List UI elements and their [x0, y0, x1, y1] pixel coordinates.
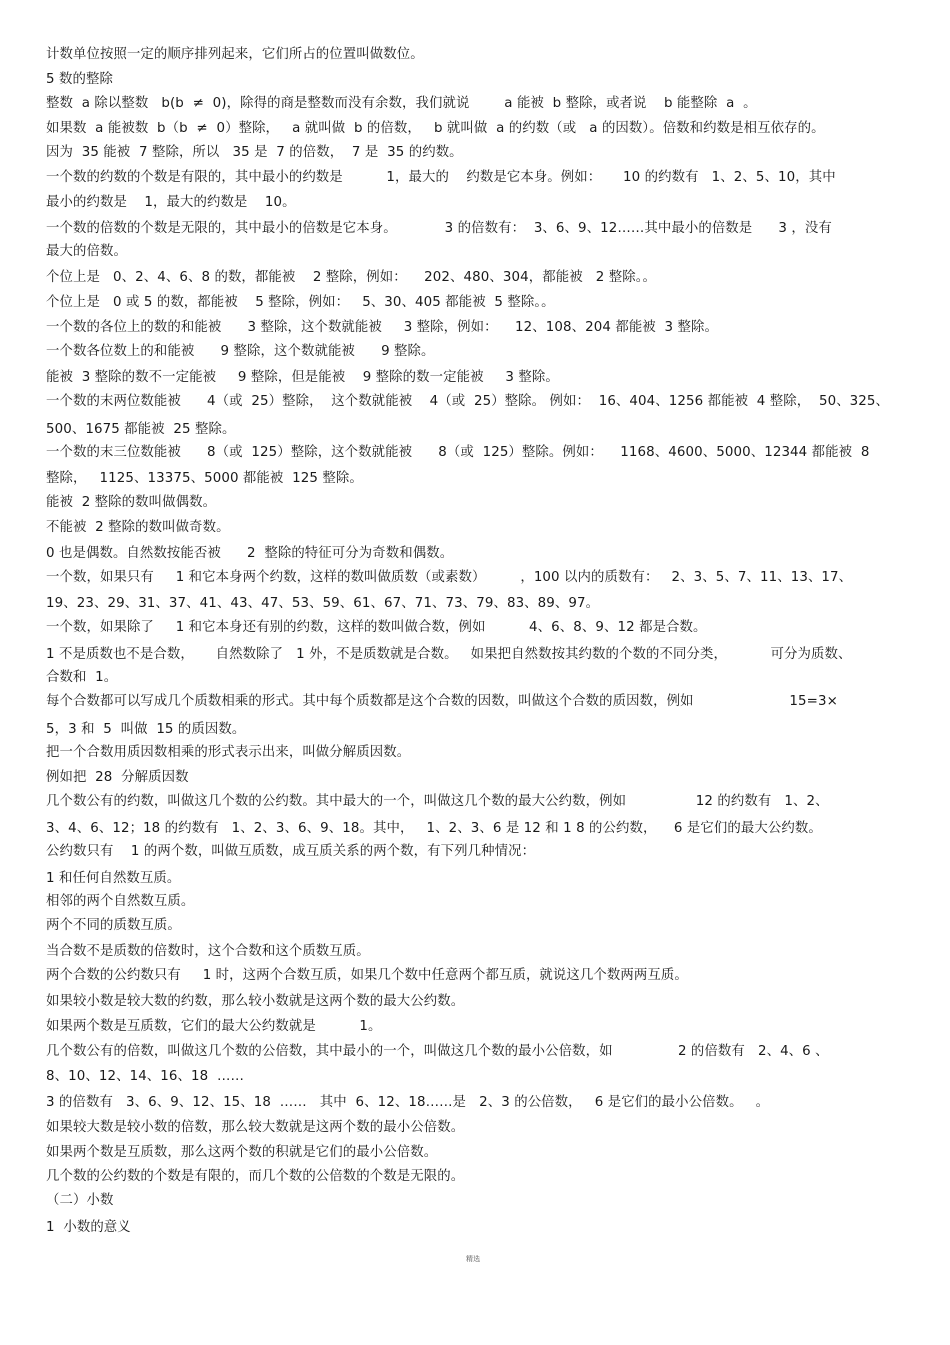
text-line: 两个合数的公约数只有 1 时，这两个合数互质，如果几个数中任意两个都互质，就说这几个数两两互质。	[46, 968, 688, 983]
page-footer: 精选	[466, 1255, 481, 1263]
text-line: 如果较大数是较小数的倍数，那么较大数就是这两个数的最小公倍数。	[46, 1120, 465, 1135]
text-line: 计数单位按照一定的顺序排列起来，它们所占的位置叫做数位。	[46, 47, 424, 62]
text-line: 一个数，如果只有 1 和它本身两个约数，这样的数叫做质数（或素数） ，100 以内的质数有： 2、3、5、7、11、13、17、	[46, 570, 853, 585]
text-line: 一个数各位数上的和能被 9 整除，这个数就能被 9 整除。	[46, 344, 435, 359]
text-line: 1 小数的意义	[46, 1220, 131, 1235]
text-line: 一个数的约数的个数是有限的，其中最小的约数是 1，最大的 约数是它本身。例如： 10 的约数有 1、2、5、10，其中	[46, 170, 836, 185]
text-line: 整数 a 除以整数 b(b ≠ 0)，除得的商是整数而没有余数，我们就说 a 能被 b 整除，或者说 b 能整除 a 。	[46, 96, 757, 111]
text-line: 0 也是偶数。自然数按能否被 2 整除的特征可分为奇数和偶数。	[46, 546, 454, 561]
text-line: （二）小数	[46, 1193, 114, 1208]
text-line: 一个数，如果除了 1 和它本身还有别的约数，这样的数叫做合数，例如 4、6、8、9、12 都是合数。	[46, 620, 707, 635]
text-line: 相邻的两个自然数互质。	[46, 894, 195, 909]
text-line: 公约数只有 1 的两个数，叫做互质数，成互质关系的两个数，有下列几种情况：	[46, 844, 536, 859]
text-line: 如果两个数是互质数，那么这两个数的积就是它们的最小公倍数。	[46, 1145, 438, 1160]
text-line: 19、23、29、31、37、41、43、47、53、59、61、67、71、73、79、83、89、97。	[46, 596, 600, 611]
text-line: 两个不同的质数互质。	[46, 918, 181, 933]
text-line: 能被 2 整除的数叫做偶数。	[46, 495, 217, 510]
text-line: 5，3 和 5 叫做 15 的质因数。	[46, 722, 246, 737]
text-line: 当合数不是质数的倍数时，这个合数和这个质数互质。	[46, 944, 370, 959]
text-line: 每个合数都可以写成几个质数相乘的形式。其中每个质数都是这个合数的因数，叫做这个合数的质因数，例如 15=3×	[46, 694, 838, 709]
text-line: 合数和 1。	[46, 670, 118, 685]
text-line: 不能被 2 整除的数叫做奇数。	[46, 520, 230, 535]
text-line: 8、10、12、14、16、18 ……	[46, 1069, 244, 1084]
text-line: 3 的倍数有 3、6、9、12、15、18 …… 其中 6、12、18……是 2、3 的公倍数， 6 是它们的最小公倍数。 。	[46, 1095, 770, 1110]
text-line: 几个数公有的约数，叫做这几个数的公约数。其中最大的一个，叫做这几个数的最大公约数，例如 12 的约数有 1、2、	[46, 794, 829, 809]
text-line: 个位上是 0、2、4、6、8 的数，都能被 2 整除，例如： 202、480、304，都能被 2 整除。。	[46, 270, 656, 285]
text-line: 一个数的倍数的个数是无限的，其中最小的倍数是它本身。 3 的倍数有： 3、6、9、12……其中最小的倍数是 3 ，没有	[46, 221, 832, 236]
text-line: 个位上是 0 或 5 的数，都能被 5 整除，例如： 5、30、405 都能被 5 整除。。	[46, 295, 555, 310]
text-line: 几个数公有的倍数，叫做这几个数的公倍数，其中最小的一个，叫做这几个数的最小公倍数，如 2 的倍数有 2、4、6 、	[46, 1044, 829, 1059]
text-line: 如果两个数是互质数，它们的最大公约数就是 1。	[46, 1019, 382, 1034]
text-line: 整除， 1125、13375、5000 都能被 125 整除。	[46, 471, 363, 486]
text-line: 因为 35 能被 7 整除，所以 35 是 7 的倍数， 7 是 35 的约数。	[46, 145, 463, 160]
text-line: 最小的约数是 1，最大的约数是 10。	[46, 195, 296, 210]
text-line: 1 不是质数也不是合数， 自然数除了 1 外，不是质数就是合数。 如果把自然数按其约数的个数的不同分类， 可分为质数、	[46, 647, 852, 662]
text-line: 一个数的末两位数能被 4（或 25）整除， 这个数就能被 4（或 25）整除。 例如： 16、404、1256 都能被 4 整除， 50、325、	[46, 394, 890, 409]
text-line: 能被 3 整除的数不一定能被 9 整除，但是能被 9 整除的数一定能被 3 整除。	[46, 370, 559, 385]
text-line: 一个数的末三位数能被 8（或 125）整除，这个数就能被 8（或 125）整除。例如： 1168、4600、5000、12344 都能被 8	[46, 445, 870, 460]
text-line: 例如把 28 分解质因数	[46, 770, 189, 785]
text-line: 500、1675 都能被 25 整除。	[46, 422, 236, 437]
text-line: 几个数的公约数的个数是有限的，而几个数的公倍数的个数是无限的。	[46, 1169, 465, 1184]
text-line: 5 数的整除	[46, 72, 113, 87]
text-line: 一个数的各位上的数的和能被 3 整除，这个数就能被 3 整除，例如： 12、108、204 都能被 3 整除。	[46, 320, 718, 335]
text-line: 3、4、6、12；18 的约数有 1、2、3、6、9、18。其中， 1、2、3、6 是 12 和 1 8 的公约数， 6 是它们的最大公约数。	[46, 821, 822, 836]
text-line: 把一个合数用质因数相乘的形式表示出来，叫做分解质因数。	[46, 745, 411, 760]
text-line: 如果较小数是较大数的约数，那么较小数就是这两个数的最大公约数。	[46, 994, 465, 1009]
text-line: 如果数 a 能被数 b（b ≠ 0）整除， a 就叫做 b 的倍数， b 就叫做 a 的约数（或 a 的因数）。倍数和约数是相互依存的。	[46, 121, 825, 136]
text-line: 最大的倍数。	[46, 244, 127, 259]
text-line: 1 和任何自然数互质。	[46, 871, 181, 886]
